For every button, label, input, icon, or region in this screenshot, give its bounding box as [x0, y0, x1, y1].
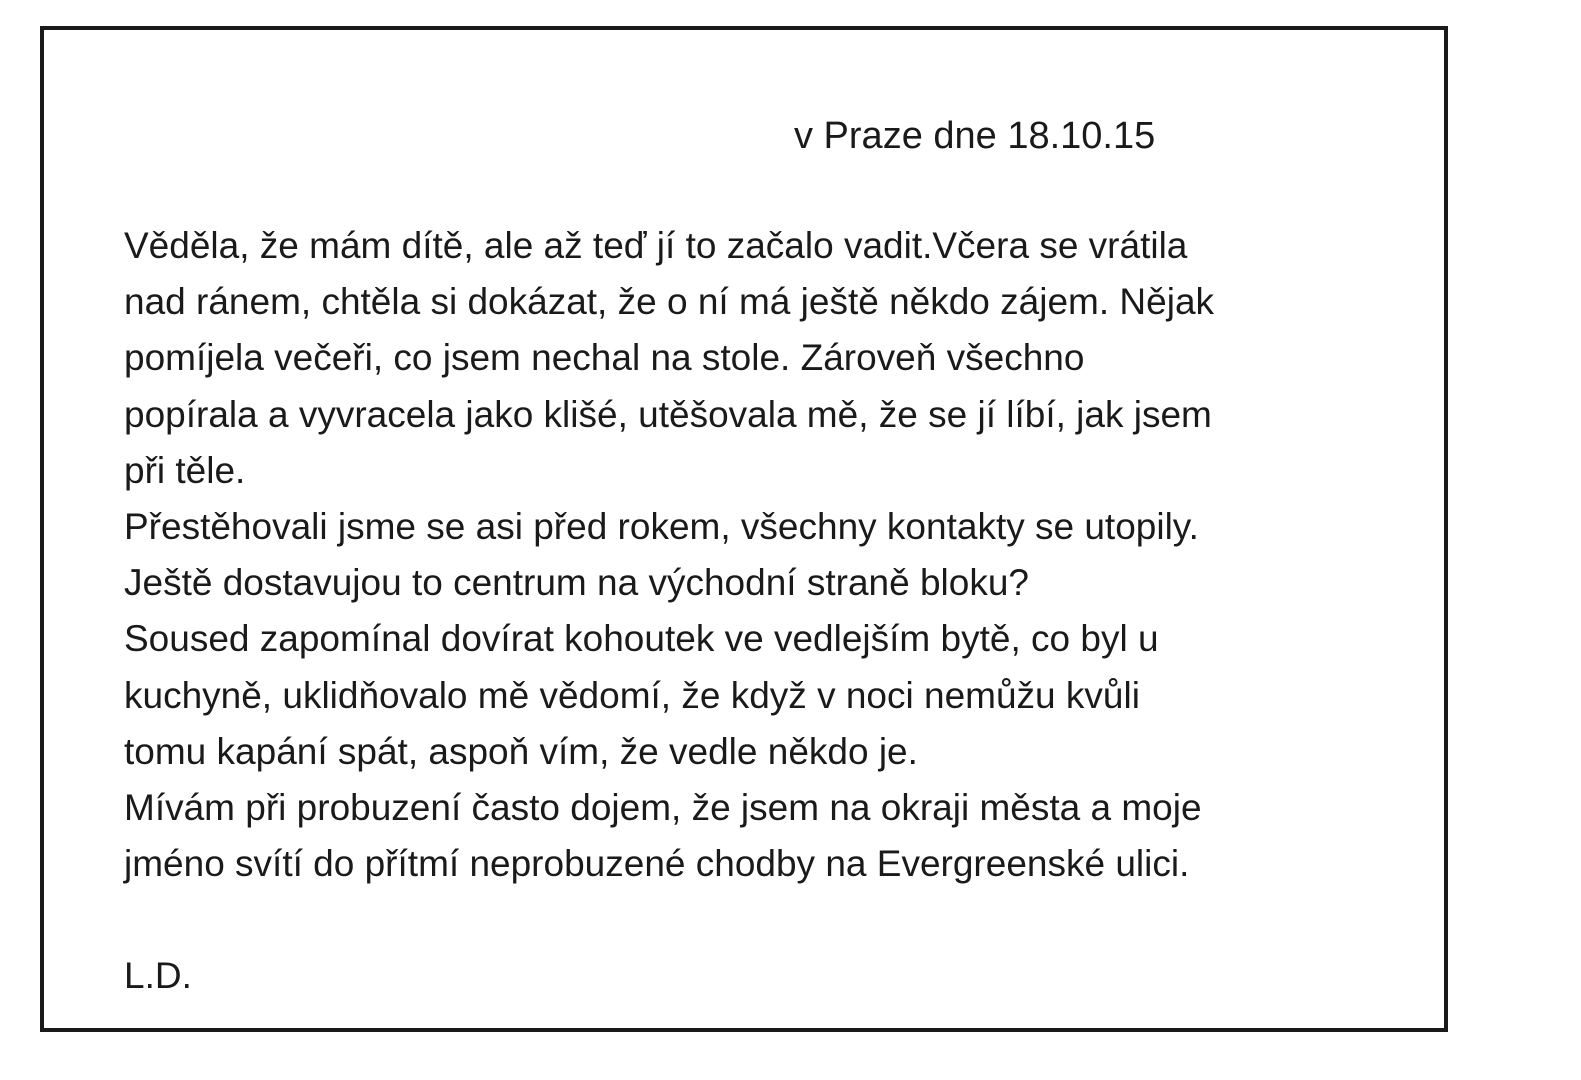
letter-line: Přestěhovali jsme se asi před rokem, všechny kontakty se utopily. — [124, 506, 1199, 548]
letter-line: pomíjela večeři, co jsem nechal na stole. Zároveň všechno — [124, 337, 1085, 379]
letter-line: nad ránem, chtěla si dokázat, že o ní má ještě někdo zájem. Nějak — [124, 281, 1215, 323]
letter-line: jméno svítí do přítmí neprobuzené chodby na Evergreenské ulici. — [124, 843, 1190, 885]
letter-frame — [40, 26, 1448, 1032]
letter-line: popírala a vyvracela jako klišé, utěšovala mě, že se jí líbí, jak jsem — [124, 393, 1212, 435]
letter-line: tomu kapání spát, aspoň vím, že vedle někdo je. — [124, 730, 918, 772]
letter-line: Soused zapomínal dovírat kohoutek ve vedlejším bytě, co byl u — [124, 618, 1159, 660]
letter-body — [124, 218, 1404, 892]
letter-line: kuchyně, uklidňovalo mě vědomí, že když v noci nemůžu kvůli — [124, 674, 1140, 716]
letter-line: Ještě dostavujou to centrum na východní straně bloku? — [124, 562, 1029, 604]
letter-line: Věděla, že mám dítě, ale až teď jí to začalo vadit.Včera se vrátila — [124, 225, 1188, 266]
letter-signature: L.D. — [124, 955, 192, 996]
letter-date-line: v Praze dne 18.10.15 — [794, 115, 1156, 157]
letter-line: Mívám při probuzení často dojem, že jsem na okraji města a moje — [124, 787, 1202, 829]
letter-line: při těle. — [124, 449, 246, 491]
